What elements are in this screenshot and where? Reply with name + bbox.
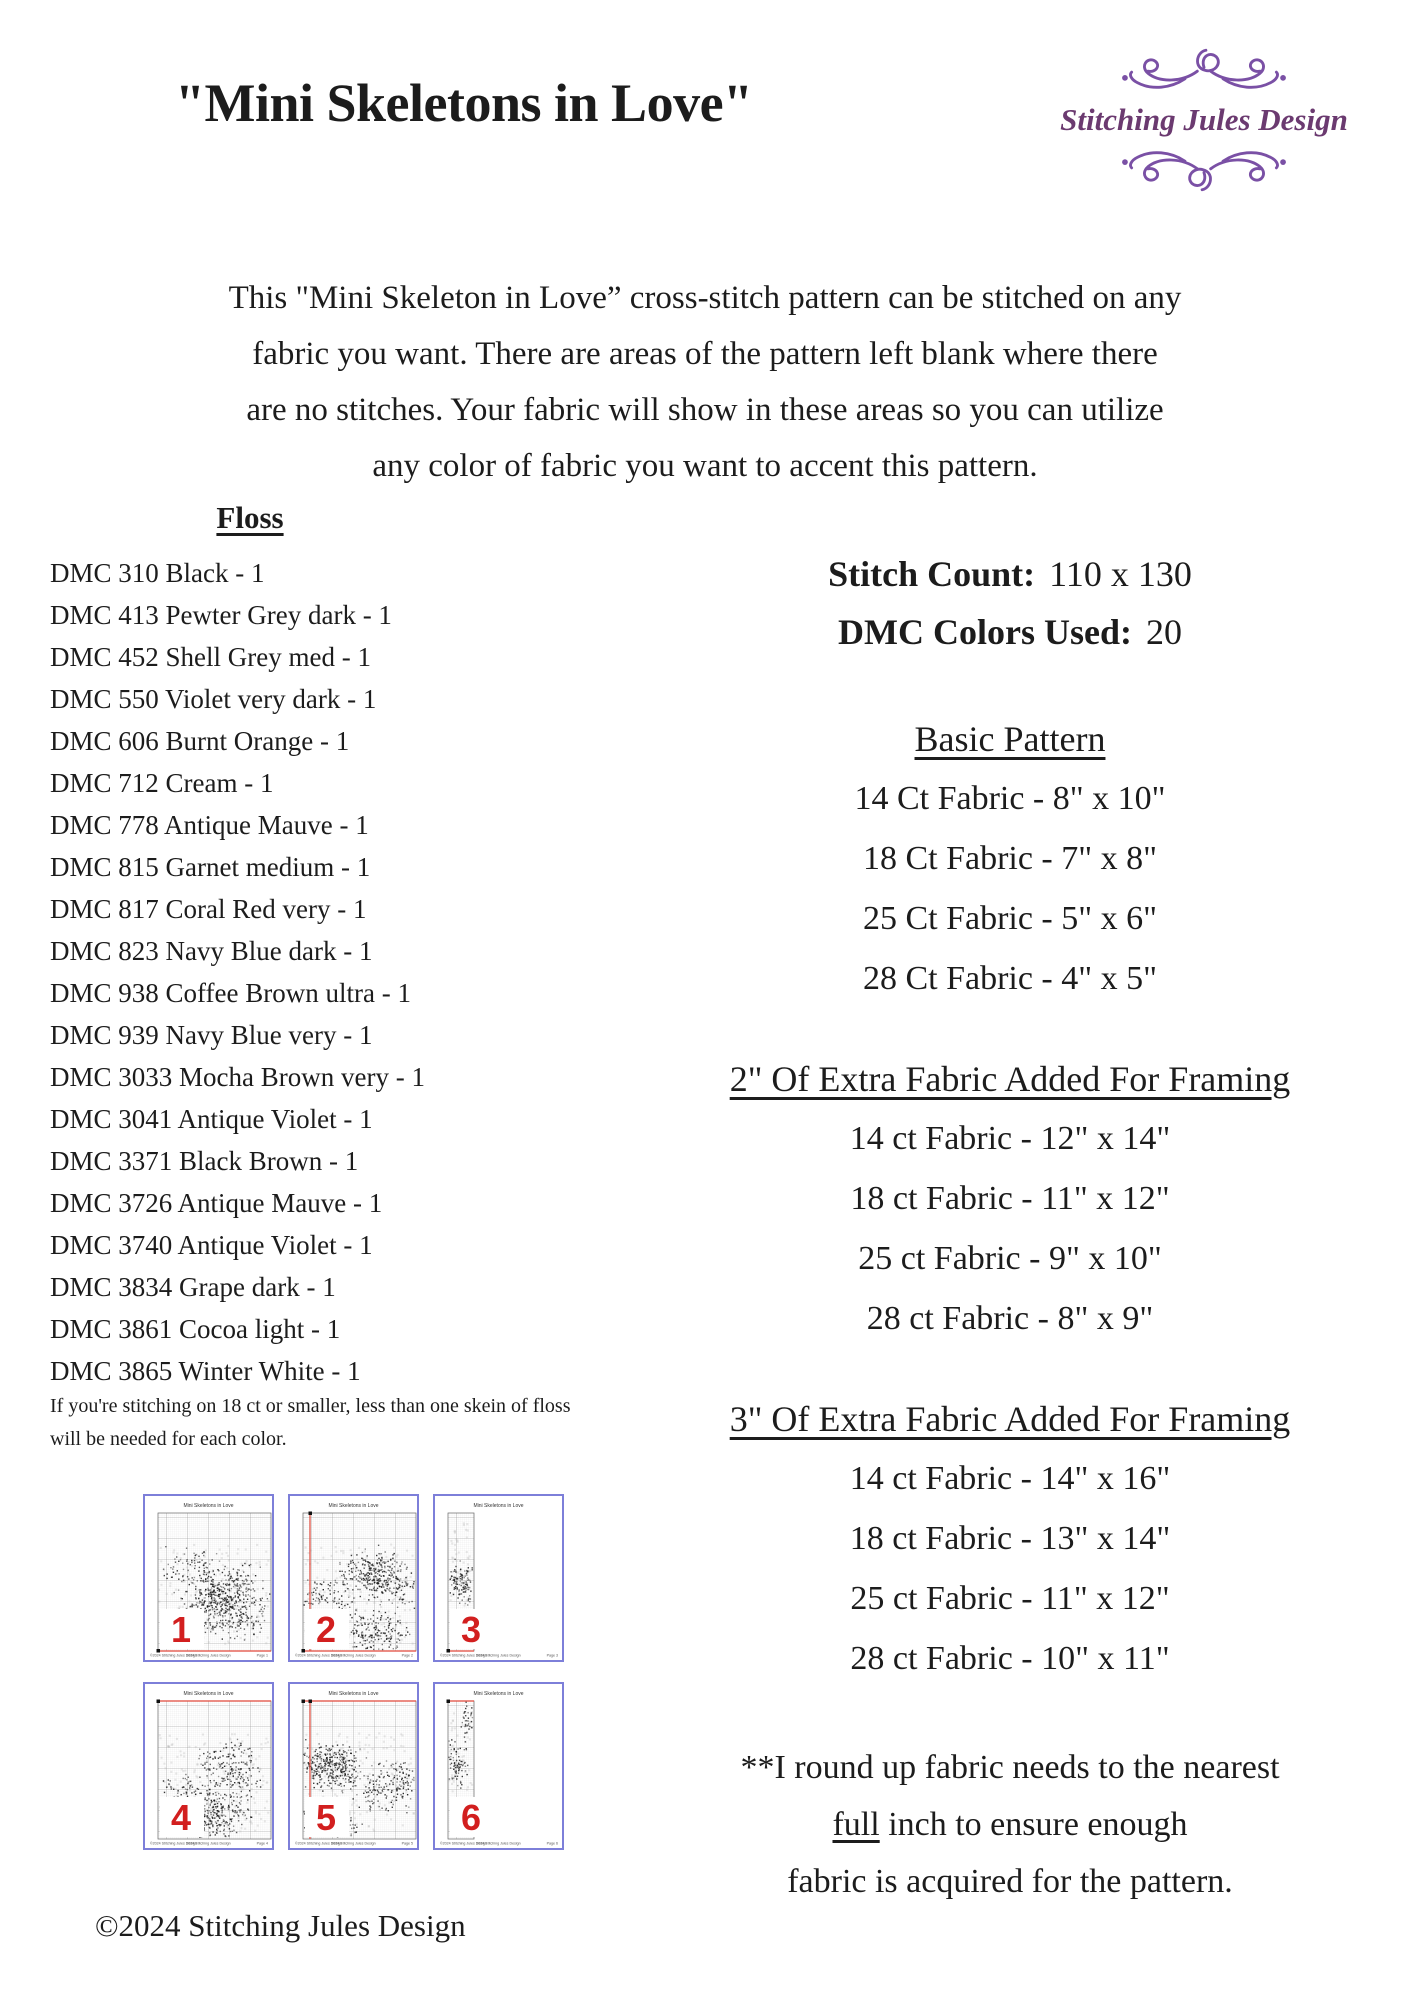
svg-text:Page 4: Page 4 — [256, 1841, 268, 1846]
floss-skein-note — [50, 1390, 690, 1456]
svg-text:Page 6: Page 6 — [546, 1841, 558, 1846]
section-heading: 2" Of Extra Fabric Added For Framing — [729, 1059, 1291, 1099]
pattern-page-thumbnails — [143, 1494, 564, 1850]
floss-item: DMC 3726 Antique Mauve - 1 — [50, 1188, 383, 1218]
svg-text:1: 1 — [170, 1609, 192, 1650]
floss-item: DMC 550 Violet very dark - 1 — [50, 684, 377, 714]
section-heading: 3" Of Extra Fabric Added For Framing — [729, 1399, 1291, 1439]
floss-item: DMC 413 Pewter Grey dark - 1 — [50, 600, 392, 630]
svg-text:Page 2: Page 2 — [401, 1653, 413, 1658]
fabric-size-item: 25 ct Fabric - 9" x 10" — [858, 1240, 1162, 1277]
fabric-size-item: 18 ct Fabric - 13" x 14" — [849, 1520, 1171, 1557]
copyright-footer: ©2024 Stitching Jules Design — [95, 1908, 466, 1943]
floss-item: DMC 823 Navy Blue dark - 1 — [50, 936, 373, 966]
svg-text:Mini Skeletons in Love: Mini Skeletons in Love — [183, 1691, 234, 1697]
svg-text:©2024 Stitching Jules Design: ©2024 Stitching Jules Design — [440, 1841, 487, 1846]
svg-text:6: 6 — [460, 1797, 482, 1838]
pattern-page-thumbnail — [288, 1682, 419, 1850]
pattern-page-thumbnail — [433, 1682, 564, 1850]
fabric-size-item: 14 Ct Fabric - 8" x 10" — [854, 780, 1166, 817]
stitch-count-label: Stitch Count: — [828, 554, 1036, 594]
logo-flourish-bottom-icon — [1104, 138, 1304, 192]
floss-note-line: If you're stitching on 18 ct or smaller, less than one skein of floss — [50, 1395, 571, 1417]
colors-used-value: 20 — [1145, 612, 1182, 652]
rounding-note — [645, 1739, 1375, 1910]
fabric-size-item: 28 ct Fabric - 10" x 11" — [850, 1640, 1170, 1677]
pattern-page-thumbnail — [288, 1494, 419, 1662]
svg-text:©2024 Stitching Jules Design: ©2024 Stitching Jules Design — [150, 1841, 197, 1846]
floss-item: DMC 3740 Antique Violet - 1 — [50, 1230, 373, 1260]
svg-text:2: 2 — [315, 1609, 337, 1650]
intro-line: This "Mini Skeleton in Love” cross-stitch pattern can be stitched on any — [228, 280, 1182, 316]
svg-text:Mini Skeletons in Love: Mini Skeletons in Love — [183, 1503, 234, 1509]
svg-text:3: 3 — [460, 1609, 482, 1650]
svg-text:2024 Stitching Jules Design: 2024 Stitching Jules Design — [331, 1653, 376, 1658]
fabric-size-item: 25 ct Fabric - 11" x 12" — [850, 1580, 1170, 1617]
rounding-note-line — [645, 1796, 1375, 1853]
floss-item: DMC 712 Cream - 1 — [50, 768, 274, 798]
fabric-size-item: 14 ct Fabric - 14" x 16" — [849, 1460, 1171, 1497]
svg-text:4: 4 — [170, 1797, 192, 1838]
floss-item: DMC 310 Black - 1 — [50, 558, 265, 588]
logo-flourish-top-icon — [1104, 48, 1304, 102]
svg-text:Page 3: Page 3 — [546, 1653, 558, 1658]
fabric-size-item: 28 ct Fabric - 8" x 9" — [866, 1300, 1154, 1337]
svg-text:2024 Stitching Jules Design: 2024 Stitching Jules Design — [186, 1841, 231, 1846]
floss-heading: Floss — [216, 500, 284, 535]
fabric-size-item: 18 Ct Fabric - 7" x 8" — [862, 840, 1158, 877]
colors-used-label: DMC Colors Used: — [838, 612, 1132, 652]
pattern-page-thumbnail — [433, 1494, 564, 1662]
fabric-size-item: 18 ct Fabric - 11" x 12" — [850, 1180, 1170, 1217]
fabric-size-section — [645, 1049, 1375, 1349]
svg-text:5: 5 — [315, 1797, 337, 1838]
svg-text:©2024 Stitching Jules Design: ©2024 Stitching Jules Design — [295, 1653, 342, 1658]
floss-item: DMC 452 Shell Grey med - 1 — [50, 642, 371, 672]
floss-item: DMC 606 Burnt Orange - 1 — [50, 726, 350, 756]
intro-paragraph — [75, 270, 1335, 494]
rounding-note-underlined-word: full — [832, 1806, 880, 1843]
svg-text:©2024 Stitching Jules Design: ©2024 Stitching Jules Design — [440, 1653, 487, 1658]
pattern-grid-preview-icon — [290, 1684, 417, 1848]
brand-logo — [1045, 48, 1363, 192]
floss-item: DMC 3834 Grape dark - 1 — [50, 1272, 336, 1302]
floss-item: DMC 3861 Cocoa light - 1 — [50, 1314, 341, 1344]
pattern-page-thumbnail — [143, 1494, 274, 1662]
floss-item: DMC 817 Coral Red very - 1 — [50, 894, 367, 924]
rounding-note-line-rest: inch to ensure enough — [879, 1806, 1188, 1843]
svg-text:©2024 Stitching Jules Design: ©2024 Stitching Jules Design — [295, 1841, 342, 1846]
intro-line: are no stitches. Your fabric will show in these areas so you can utilize — [246, 392, 1164, 428]
svg-text:Mini Skeletons in Love: Mini Skeletons in Love — [473, 1503, 524, 1509]
fabric-size-section — [645, 1389, 1375, 1689]
svg-text:2024 Stitching Jules Design: 2024 Stitching Jules Design — [331, 1841, 376, 1846]
svg-text:Page 1: Page 1 — [256, 1653, 268, 1658]
floss-item: DMC 938 Coffee Brown ultra - 1 — [50, 978, 411, 1008]
page-title: "Mini Skeletons in Love" — [175, 73, 753, 133]
svg-text:Mini Skeletons in Love: Mini Skeletons in Love — [328, 1691, 379, 1697]
fabric-size-section — [645, 709, 1375, 1009]
stitch-count-value: 110 x 130 — [1049, 554, 1192, 594]
section-heading: Basic Pattern — [914, 719, 1106, 759]
fabric-size-sections — [645, 709, 1375, 1689]
colors-used-line — [645, 603, 1375, 661]
svg-text:©2024 Stitching Jules Design: ©2024 Stitching Jules Design — [150, 1653, 197, 1658]
pattern-grid-preview-icon — [290, 1496, 417, 1660]
rounding-note-line: fabric is acquired for the pattern. — [787, 1863, 1233, 1900]
intro-line: fabric you want. There are areas of the pattern left blank where there — [252, 336, 1158, 372]
pattern-info-column — [645, 545, 1375, 1910]
svg-text:Page 5: Page 5 — [401, 1841, 413, 1846]
fabric-size-item: 25 Ct Fabric - 5" x 6" — [862, 900, 1158, 937]
fabric-size-item: 28 Ct Fabric - 4" x 5" — [862, 960, 1158, 997]
stitch-count-line — [645, 545, 1375, 603]
svg-text:2024 Stitching Jules Design: 2024 Stitching Jules Design — [186, 1653, 231, 1658]
floss-item: DMC 3041 Antique Violet - 1 — [50, 1104, 373, 1134]
intro-line: any color of fabric you want to accent this pattern. — [372, 448, 1038, 484]
floss-list — [50, 552, 425, 1392]
floss-item: DMC 815 Garnet medium - 1 — [50, 852, 371, 882]
floss-item: DMC 778 Antique Mauve - 1 — [50, 810, 369, 840]
pattern-page-thumbnail — [143, 1682, 274, 1850]
floss-item: DMC 3371 Black Brown - 1 — [50, 1146, 359, 1176]
floss-item: DMC 939 Navy Blue very - 1 — [50, 1020, 373, 1050]
floss-note-line: will be needed for each color. — [50, 1428, 287, 1450]
fabric-size-item: 14 ct Fabric - 12" x 14" — [849, 1120, 1171, 1157]
rounding-note-line: **I round up fabric needs to the nearest — [740, 1749, 1280, 1786]
svg-text:Mini Skeletons in Love: Mini Skeletons in Love — [473, 1691, 524, 1697]
pattern-grid-preview-icon — [145, 1496, 272, 1660]
svg-text:Mini Skeletons in Love: Mini Skeletons in Love — [328, 1503, 379, 1509]
pattern-grid-preview-icon — [145, 1684, 272, 1848]
brand-name: Stitching Jules Design — [1060, 102, 1348, 137]
pattern-grid-preview-icon — [435, 1684, 562, 1848]
pattern-grid-preview-icon — [435, 1496, 562, 1660]
floss-item: DMC 3033 Mocha Brown very - 1 — [50, 1062, 425, 1092]
stats-block — [645, 545, 1375, 661]
floss-item: DMC 3865 Winter White - 1 — [50, 1356, 361, 1386]
svg-text:2024 Stitching Jules Design: 2024 Stitching Jules Design — [476, 1653, 521, 1658]
svg-text:2024 Stitching Jules Design: 2024 Stitching Jules Design — [476, 1841, 521, 1846]
